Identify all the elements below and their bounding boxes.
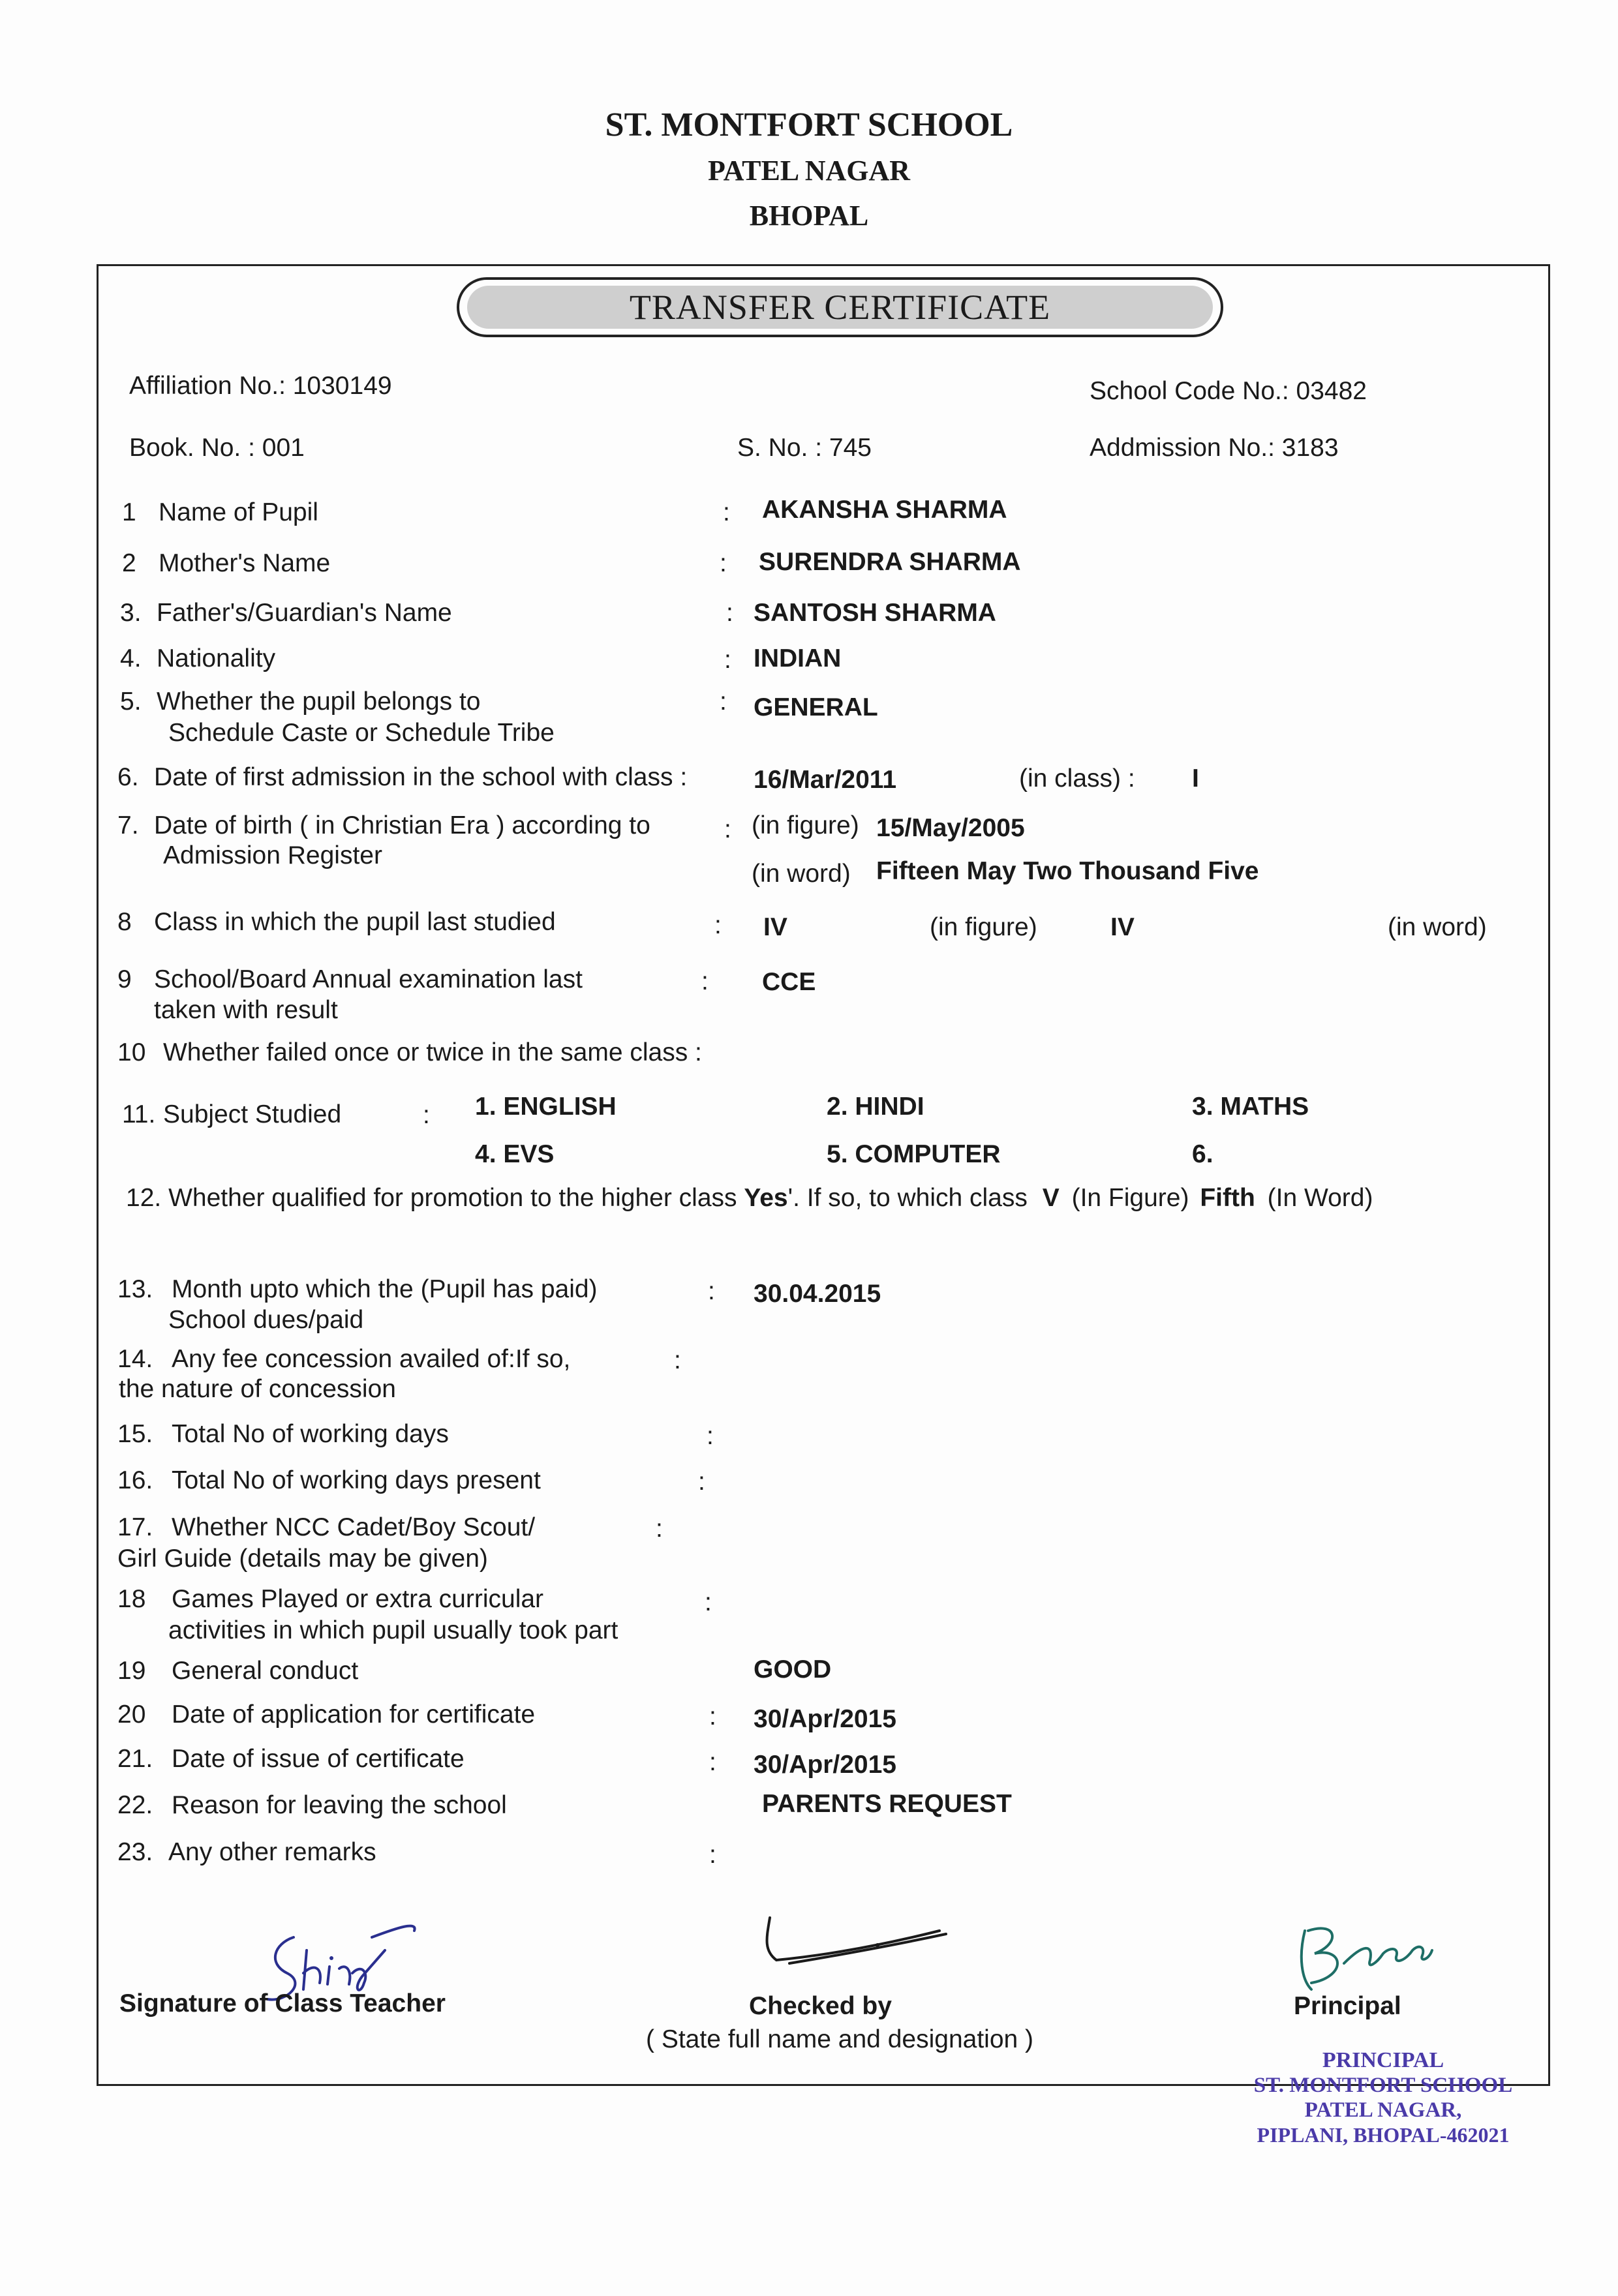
dob-word-value: Fifteen May Two Thousand Five	[876, 857, 1259, 885]
principal-signature	[1292, 1918, 1442, 2002]
school-city: BHOPAL	[749, 200, 869, 232]
conduct-value: GOOD	[754, 1655, 832, 1684]
first-admission-date-value: 16/Mar/2011	[754, 766, 897, 794]
item-number: 2	[122, 549, 136, 577]
leaving-reason-value: PARENTS REQUEST	[762, 1790, 1012, 1818]
item-colon: :	[723, 498, 730, 526]
subject-item: 1. ENGLISH	[475, 1093, 617, 1121]
item-label-cont: Girl Guide (details may be given)	[117, 1545, 488, 1573]
item-label: Games Played or extra curricular	[172, 1585, 544, 1613]
last-class-word-value: IV	[1110, 913, 1135, 941]
item-label: Whether NCC Cadet/Boy Scout/	[172, 1513, 536, 1541]
item-colon: :	[720, 549, 727, 577]
subject-item: 3. MATHS	[1192, 1093, 1309, 1121]
nationality-value: INDIAN	[754, 644, 842, 672]
item-label: Any fee concession availed of:If so,	[172, 1345, 571, 1373]
item-label: Name of Pupil	[159, 498, 318, 526]
affiliation-no: Affiliation No.: 1030149	[129, 372, 392, 400]
checked-by-label: Checked by	[749, 1992, 892, 2020]
item-label: Mother's Name	[159, 549, 331, 577]
item-label: Date of application for certificate	[172, 1700, 536, 1729]
subject-item: 5. COMPUTER	[827, 1140, 1001, 1168]
promotion-word-label: (In Word)	[1267, 1184, 1373, 1212]
item-colon: :	[726, 599, 733, 627]
item-colon: :	[709, 1748, 716, 1776]
item-label-cont: Schedule Caste or Schedule Tribe	[168, 719, 555, 747]
item-number: 17.	[117, 1513, 153, 1541]
item-number: 10	[117, 1038, 146, 1066]
item-label: Date of issue of certificate	[172, 1745, 465, 1773]
promotion-statement	[126, 1184, 1373, 1213]
item-number: 18	[117, 1585, 146, 1613]
principal-stamp	[1214, 2048, 1553, 2147]
subject-item: 2. HINDI	[827, 1093, 924, 1121]
item-label: Whether qualified for promotion to the higher class	[168, 1184, 737, 1212]
promotion-figure-label: (In Figure)	[1071, 1184, 1189, 1212]
item-colon: :	[714, 911, 722, 939]
item-number: 6.	[117, 763, 139, 791]
item-label: Whether the pupil belongs to	[157, 687, 481, 716]
promotion-yes: Yes	[744, 1184, 788, 1212]
item-label: Class in which the pupil last studied	[154, 908, 556, 936]
item-number: 16.	[117, 1466, 153, 1494]
item-label: Date of first admission in the school with class :	[154, 763, 688, 791]
item-number: 22.	[117, 1791, 153, 1819]
dob-word-label: (in word)	[752, 860, 851, 888]
item-colon: :	[674, 1346, 681, 1374]
item-label: General conduct	[172, 1657, 359, 1685]
item-number: 19	[117, 1657, 146, 1685]
issue-date-value: 30/Apr/2015	[754, 1751, 896, 1779]
stamp-line: PRINCIPAL	[1322, 2048, 1444, 2072]
item-label: Reason for leaving the school	[172, 1791, 507, 1819]
item-number: 3.	[120, 599, 142, 627]
item-colon: :	[656, 1515, 663, 1543]
item-number: 9	[117, 965, 132, 993]
item-label-cont: School dues/paid	[168, 1306, 364, 1334]
item-colon: :	[709, 1702, 716, 1730]
item-label-cont: '. If so, to which class	[787, 1184, 1028, 1212]
item-label: Any other remarks	[168, 1838, 376, 1866]
exam-result-value: CCE	[762, 968, 816, 996]
school-code-no: School Code No.: 03482	[1090, 377, 1367, 405]
last-class-word-label: (in word)	[1388, 913, 1487, 941]
checker-signature	[731, 1911, 966, 1989]
item-colon: :	[724, 646, 731, 674]
book-no: Book. No. : 001	[129, 434, 305, 462]
serial-no: S. No. : 745	[737, 434, 872, 462]
item-number: 20	[117, 1700, 146, 1729]
item-label: Nationality	[157, 644, 276, 672]
mother-name-value: SURENDRA SHARMA	[759, 548, 1021, 576]
item-colon: :	[709, 1841, 716, 1869]
stamp-line: PATEL NAGAR,	[1304, 2098, 1462, 2122]
item-number: 23.	[117, 1838, 153, 1866]
item-label-cont: activities in which pupil usually took part	[168, 1616, 618, 1644]
promotion-class-word: Fifth	[1200, 1184, 1255, 1212]
item-label: Subject Studied	[163, 1100, 342, 1128]
item-label: Father's/Guardian's Name	[157, 599, 452, 627]
item-number: 4.	[120, 644, 142, 672]
application-date-value: 30/Apr/2015	[754, 1705, 896, 1733]
item-number: 14.	[117, 1345, 153, 1373]
item-label: Total No of working days present	[172, 1466, 541, 1494]
item-colon: :	[705, 1588, 712, 1616]
item-colon: :	[720, 687, 727, 716]
item-number: 13.	[117, 1275, 153, 1303]
certificate-title: TRANSFER CERTIFICATE	[629, 288, 1051, 327]
dob-figure-label: (in figure)	[752, 811, 859, 839]
subject-item: 6.	[1192, 1140, 1214, 1168]
item-colon: :	[707, 1422, 714, 1450]
stamp-line: ST. MONTFORT SCHOOL	[1253, 2074, 1513, 2097]
item-number: 8	[117, 908, 132, 936]
item-label-cont: Admission Register	[163, 841, 382, 869]
dob-figure-value: 15/May/2005	[876, 814, 1025, 842]
school-area: PATEL NAGAR	[707, 155, 911, 187]
admission-no: Addmission No.: 3183	[1090, 434, 1339, 462]
item-number: 5.	[120, 687, 142, 716]
item-label: Whether failed once or twice in the same class :	[163, 1038, 702, 1066]
item-colon: :	[724, 815, 731, 843]
checked-by-note: ( State full name and designation )	[646, 2025, 1034, 2053]
school-name: ST. MONTFORT SCHOOL	[605, 106, 1013, 144]
item-number: 12.	[126, 1184, 162, 1212]
stamp-line: PIPLANI, BHOPAL-462021	[1257, 2123, 1510, 2147]
item-label: School/Board Annual examination last	[154, 965, 583, 993]
item-colon: :	[701, 967, 709, 995]
item-label: Month upto which the (Pupil has paid)	[172, 1275, 598, 1303]
subject-item: 4. EVS	[475, 1140, 555, 1168]
item-number: 7.	[117, 811, 139, 839]
father-name-value: SANTOSH SHARMA	[754, 599, 996, 627]
item-number: 11.	[122, 1100, 156, 1128]
last-class-figure-label: (in figure)	[930, 913, 1037, 941]
item-label-cont: taken with result	[154, 996, 338, 1024]
item-colon: :	[708, 1277, 715, 1305]
class-teacher-signature-label: Signature of Class Teacher	[119, 1989, 446, 2017]
item-colon: :	[423, 1101, 430, 1129]
item-number: 1	[122, 498, 136, 526]
principal-label: Principal	[1294, 1992, 1401, 2020]
item-label: Total No of working days	[172, 1420, 449, 1448]
admission-class-value: I	[1192, 764, 1199, 793]
pupil-name-value: AKANSHA SHARMA	[762, 496, 1007, 524]
last-class-figure-value: IV	[763, 913, 787, 941]
admission-class-label: (in class) :	[1019, 764, 1135, 793]
item-number: 21.	[117, 1745, 153, 1773]
certificate-title-banner	[457, 277, 1223, 337]
item-number: 15.	[117, 1420, 153, 1448]
item-label: Date of birth ( in Christian Era ) according to	[154, 811, 650, 839]
dues-paid-value: 30.04.2015	[754, 1280, 881, 1308]
promotion-class-figure: V	[1042, 1184, 1060, 1212]
category-value: GENERAL	[754, 693, 878, 721]
item-label-cont: the nature of concession	[119, 1375, 396, 1403]
item-colon: :	[698, 1468, 705, 1496]
